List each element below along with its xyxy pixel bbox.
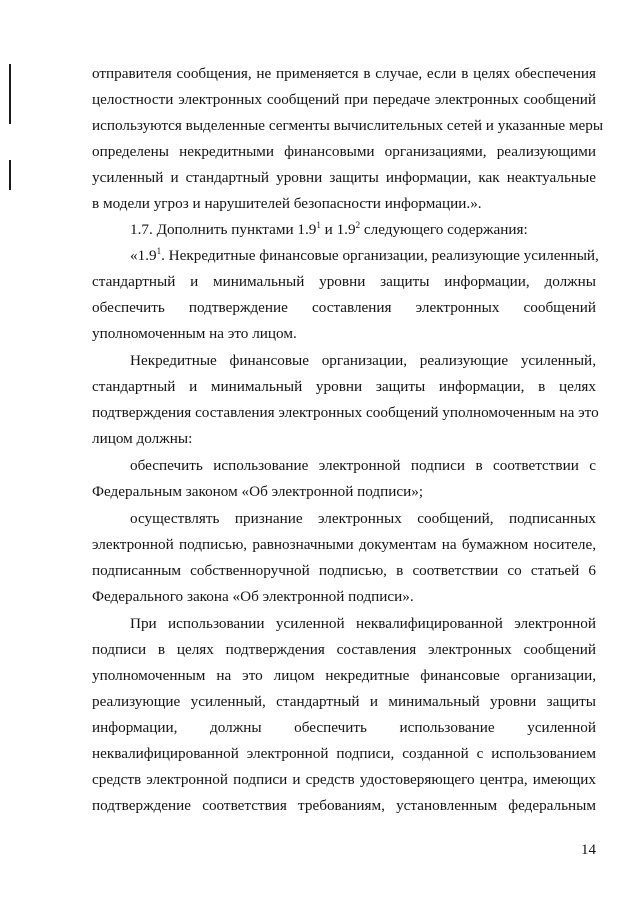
text-line: Некредитные финансовые организации, реализующие усиленный,: [130, 352, 596, 369]
text-line: обеспечить подтверждение составления электронных сообщений: [92, 299, 596, 316]
text-line: в модели угроз и нарушителей безопасности информации.».: [92, 195, 482, 212]
margin-mark: [9, 64, 11, 124]
text-line: реализующие усиленный, стандартный и минимальный уровни защиты: [92, 693, 596, 710]
text-line: Федерального закона «Об электронной подписи».: [92, 588, 414, 605]
text-line: информации, должны обеспечить использование усиленной: [92, 719, 596, 736]
text-line: подписи в целях подтверждения составления электронных сообщений: [92, 641, 596, 658]
section-heading: 1.7. Дополнить пунктами $1.9^1$ и $1.9^2$ следующего содержания:: [130, 219, 528, 238]
text-line: подтверждения составления электронных сообщений уполномоченным на это: [92, 404, 599, 421]
text-line: средств электронной подписи и средств удостоверяющего центра, имеющих: [92, 771, 596, 788]
text-line: стандартный и минимальный уровни защиты информации, должны: [92, 273, 596, 290]
text-line: уполномоченным на это лицом.: [92, 325, 297, 342]
page-number: 14: [581, 842, 596, 858]
margin-mark: [9, 160, 11, 190]
text-line: стандартный и минимальный уровни защиты информации, в целях: [92, 378, 596, 395]
text-line: электронной подписью, равнозначными документам на бумажном носителе,: [92, 536, 596, 553]
text-line: определены некредитными финансовыми организациями, реализующими: [92, 143, 596, 160]
text-line: подтверждение соответствия требованиям, установленным федеральным: [92, 797, 596, 814]
text-line: При использовании усиленной неквалифицированной электронной: [130, 615, 596, 632]
text-line: целостности электронных сообщений при передаче электронных сообщений: [92, 91, 596, 108]
text-line: Федеральным законом «Об электронной подписи»;: [92, 483, 424, 500]
text-line: «$1.9^1$. Некредитные финансовые организации, реализующие усиленный,: [130, 245, 599, 264]
text-line: лицом должны:: [92, 430, 193, 447]
text-line: осуществлять признание электронных сообщений, подписанных: [130, 510, 596, 527]
text-line: уполномоченным на это лицом некредитные финансовые организации,: [92, 667, 596, 684]
text-line: неквалифицированной электронной подписи, созданной с использованием: [92, 745, 596, 762]
text-line: усиленный и стандартный уровни защиты информации, как неактуальные: [92, 169, 596, 186]
text-line: отправителя сообщения, не применяется в случае, если в целях обеспечения: [92, 65, 596, 82]
text-line: используются выделенные сегменты вычислительных сетей и указанные меры: [92, 117, 604, 134]
text-line: подписанным собственноручной подписью, в соответствии со статьей 6: [92, 562, 596, 579]
text-line: обеспечить использование электронной подписи в соответствии с: [130, 457, 596, 474]
